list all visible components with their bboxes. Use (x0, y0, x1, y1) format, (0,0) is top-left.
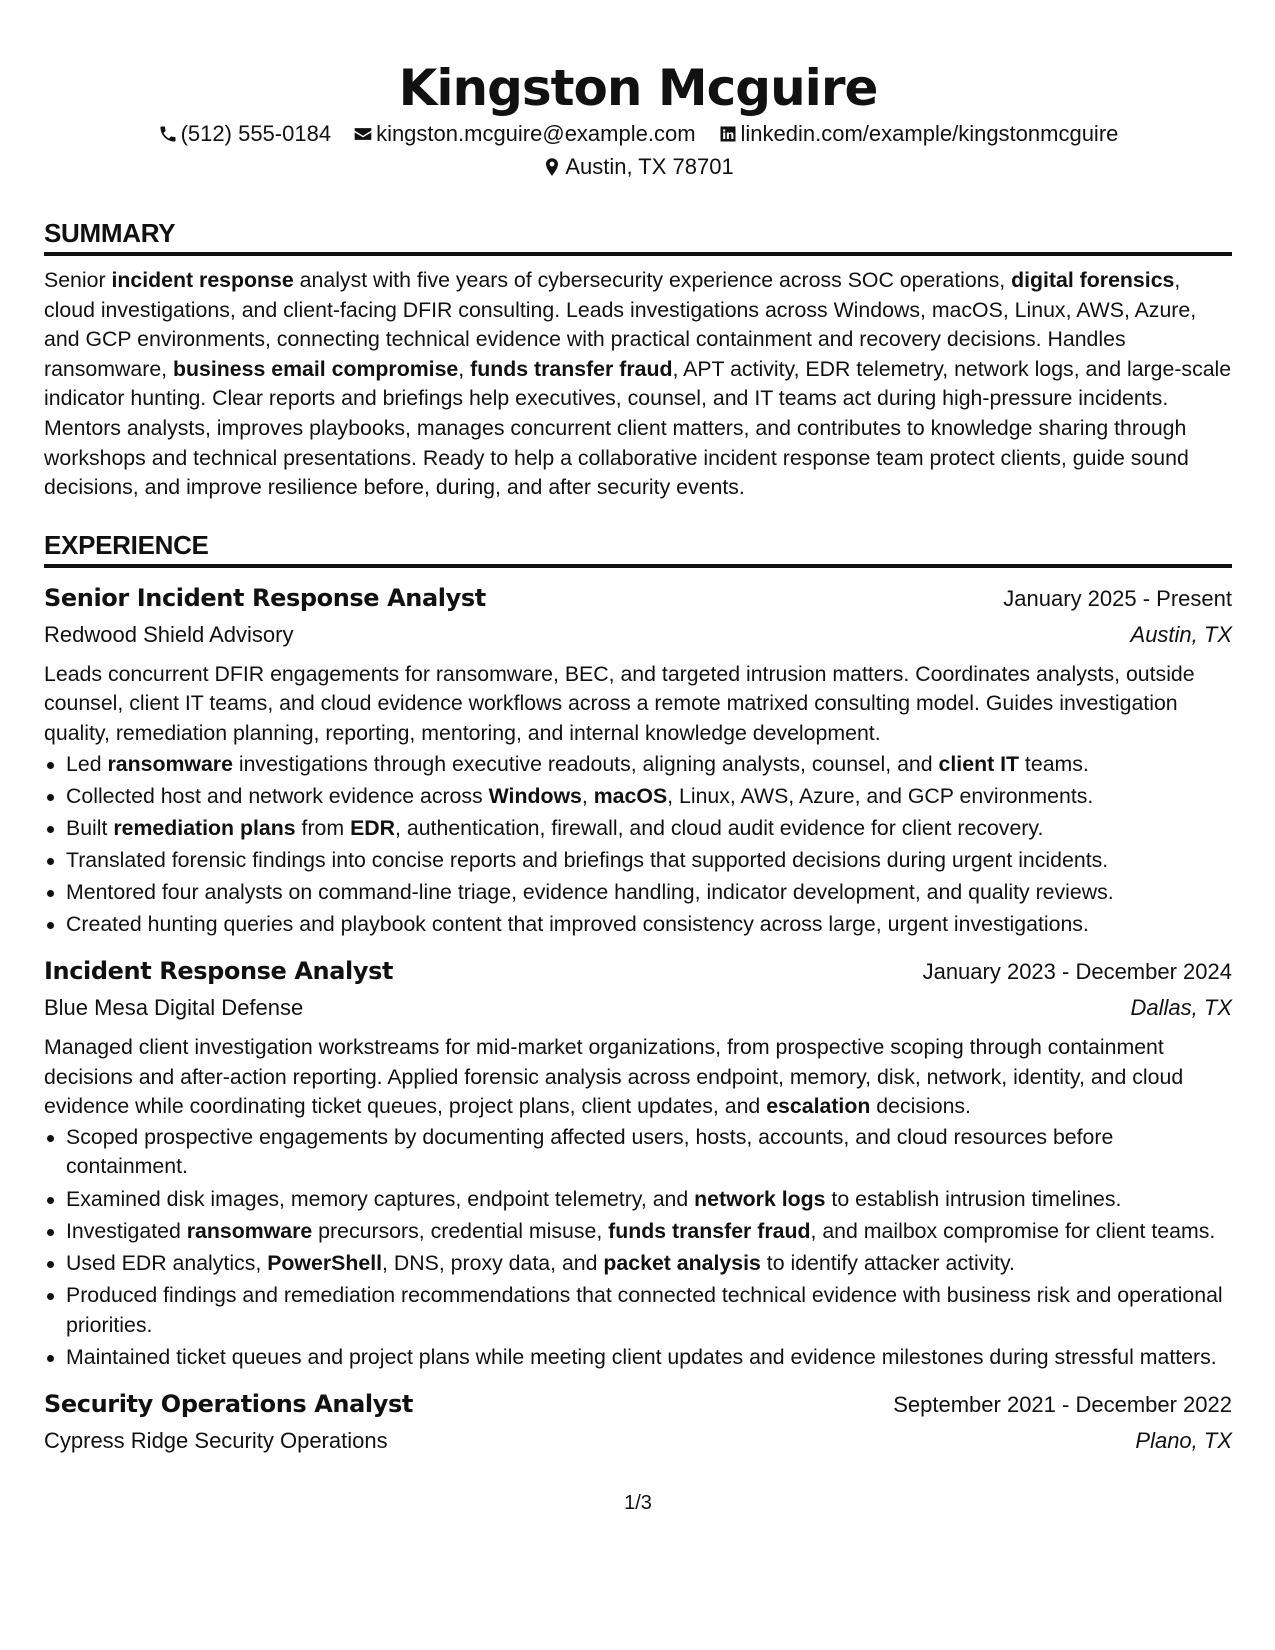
bullet-item: Created hunting queries and playbook content that improved consistency across large, urgent investigations. (44, 910, 1232, 940)
job-location: Dallas, TX (1130, 995, 1232, 1021)
bold-keyword: business email compromise (173, 356, 459, 381)
job-entry (44, 1386, 1232, 1459)
contact-location (542, 151, 733, 183)
job-header (44, 580, 1232, 617)
contact-linkedin[interactable] (718, 118, 1119, 150)
contact-row-location (44, 151, 1232, 183)
resume-page (44, 0, 1232, 1650)
bullet-item: Led ransomware investigations through executive readouts, aligning analysts, counsel, and client IT teams. (44, 750, 1232, 780)
job-subheader (44, 990, 1232, 1026)
linkedin-link[interactable]: linkedin.com/example/kingstonmcguire (740, 121, 1119, 146)
company-name: Redwood Shield Advisory (44, 621, 294, 647)
bold-keyword: client IT (938, 751, 1020, 776)
bullet-item: Examined disk images, memory captures, endpoint telemetry, and network logs to establish intrusion timelines. (44, 1185, 1232, 1215)
bullet-list (44, 750, 1232, 941)
job-dates: January 2023 - December 2024 (922, 959, 1232, 985)
job-description: Leads concurrent DFIR engagements for ransomware, BEC, and targeted intrusion matters. Coordinates analysts, outside counsel, client IT teams, and cloud evidence workflows across a remote matrixed consulting model. Guides investigation quality, remediation planning, reporting, mentoring, and internal knowledge development. (44, 661, 1195, 745)
bold-keyword: packet analysis (603, 1251, 761, 1275)
job-location: Austin, TX (1130, 621, 1232, 647)
job-title: Incident Response Analyst (44, 957, 394, 986)
section-divider (44, 564, 1232, 568)
bold-keyword: digital forensics (1011, 268, 1175, 292)
map-pin-icon (542, 157, 562, 177)
job-entry (44, 953, 1232, 1373)
section-divider (44, 252, 1232, 256)
bullet-list (44, 1123, 1232, 1373)
job-title: Security Operations Analyst (44, 1389, 413, 1418)
email-link[interactable]: kingston.mcguire@example.com (376, 121, 696, 146)
candidate-name: Kingston Mcguire (398, 59, 878, 117)
bold-keyword: PowerShell (267, 1251, 383, 1275)
company-name: Cypress Ridge Security Operations (44, 1427, 388, 1453)
bullet-item: Built remediation plans from EDR, authentication, firewall, and cloud audit evidence for client recovery. (44, 814, 1232, 844)
contact-email[interactable] (353, 118, 695, 150)
bold-keyword: ransomware (186, 1218, 313, 1243)
job-description: Managed client investigation workstreams for mid-market organizations, from prospective scoping through containment decisions and after-action reporting. Applied forensic analysis across endpoint, memory, disk, network, identity, and cloud evidence while coordinating ticket queues, project plans, client updates, and escalation decisions. (44, 1035, 1184, 1119)
job-title: Senior Incident Response Analyst (44, 583, 486, 612)
bullet-item: Used EDR analytics, PowerShell, DNS, proxy data, and packet analysis to identify attacker activity. (44, 1249, 1232, 1279)
phone-text: (512) 555-0184 (180, 121, 332, 146)
section-title-summary: SUMMARY (44, 218, 176, 248)
summary-section (44, 217, 1232, 503)
bullet-item: Investigated ransomware precursors, credential misuse, funds transfer fraud, and mailbox compromise for client teams. (44, 1217, 1232, 1247)
bullet-item: Produced findings and remediation recommendations that connected technical evidence with business risk and operational priorities. (44, 1281, 1232, 1340)
bold-keyword: macOS (593, 783, 668, 808)
bold-keyword: funds transfer fraud (470, 356, 673, 381)
location-text: Austin, TX 78701 (565, 154, 734, 179)
experience-section (44, 529, 1232, 1459)
bullet-item: Translated forensic findings into concise reports and briefings that supported decisions during urgent incidents. (44, 846, 1232, 876)
bold-keyword: incident response (111, 268, 294, 292)
linkedin-icon (718, 124, 738, 144)
bold-keyword: ransomware (107, 751, 233, 776)
bullet-item: Mentored four analysts on command-line triage, evidence handling, indicator development, and quality reviews. (44, 878, 1232, 908)
job-list (44, 580, 1232, 1459)
bold-keyword: EDR (350, 815, 396, 840)
bold-keyword: escalation (766, 1094, 871, 1119)
summary-text: Senior incident response analyst with five years of cybersecurity experience across SOC operations, digital forensics, cloud investigations, and client-facing DFIR consulting. Leads investigations across Windows, macOS, Linux, AWS, Azure, and GCP environments, connecting technical evidence with practical containment and recovery decisions. Handles ransomware, business email compromise, funds transfer fraud, APT activity, EDR telemetry, network logs, and large-scale indicator hunting. Clear reports and briefings help executives, counsel, and IT teams act during high-pressure incidents. Mentors analysts, improves playbooks, manages concurrent client matters, and contributes to knowledge sharing through workshops and technical presentations. Ready to help a collaborative incident response team protect clients, guide sound decisions, and improve resilience before, during, and after security events. (44, 268, 1232, 500)
job-header (44, 1386, 1232, 1423)
bold-keyword: funds transfer fraud (608, 1218, 811, 1243)
section-title-experience: EXPERIENCE (44, 529, 209, 560)
bold-keyword: remediation plans (113, 815, 296, 840)
envelope-icon (353, 124, 373, 144)
job-dates: September 2021 - December 2022 (893, 1391, 1232, 1417)
company-name: Blue Mesa Digital Defense (44, 995, 304, 1021)
phone-icon (158, 124, 178, 144)
job-entry (44, 580, 1232, 940)
bullet-item: Maintained ticket queues and project plans while meeting client updates and evidence milestones during stressful matters. (44, 1343, 1232, 1373)
job-header (44, 953, 1232, 990)
contact-phone (158, 118, 331, 150)
bold-keyword: network logs (694, 1186, 826, 1211)
contact-row (44, 118, 1232, 150)
resume-header (44, 0, 1232, 183)
bullet-item: Collected host and network evidence across Windows, macOS, Linux, AWS, Azure, and GCP environments. (44, 782, 1232, 812)
job-subheader (44, 1423, 1232, 1459)
bullet-item: Scoped prospective engagements by documenting affected users, hosts, accounts, and cloud resources before containment. (44, 1123, 1232, 1182)
job-dates: January 2025 - Present (1003, 585, 1232, 611)
job-location: Plano, TX (1135, 1427, 1232, 1453)
job-subheader (44, 617, 1232, 653)
page-number: 1/3 (624, 1492, 652, 1514)
bold-keyword: Windows (488, 783, 582, 808)
